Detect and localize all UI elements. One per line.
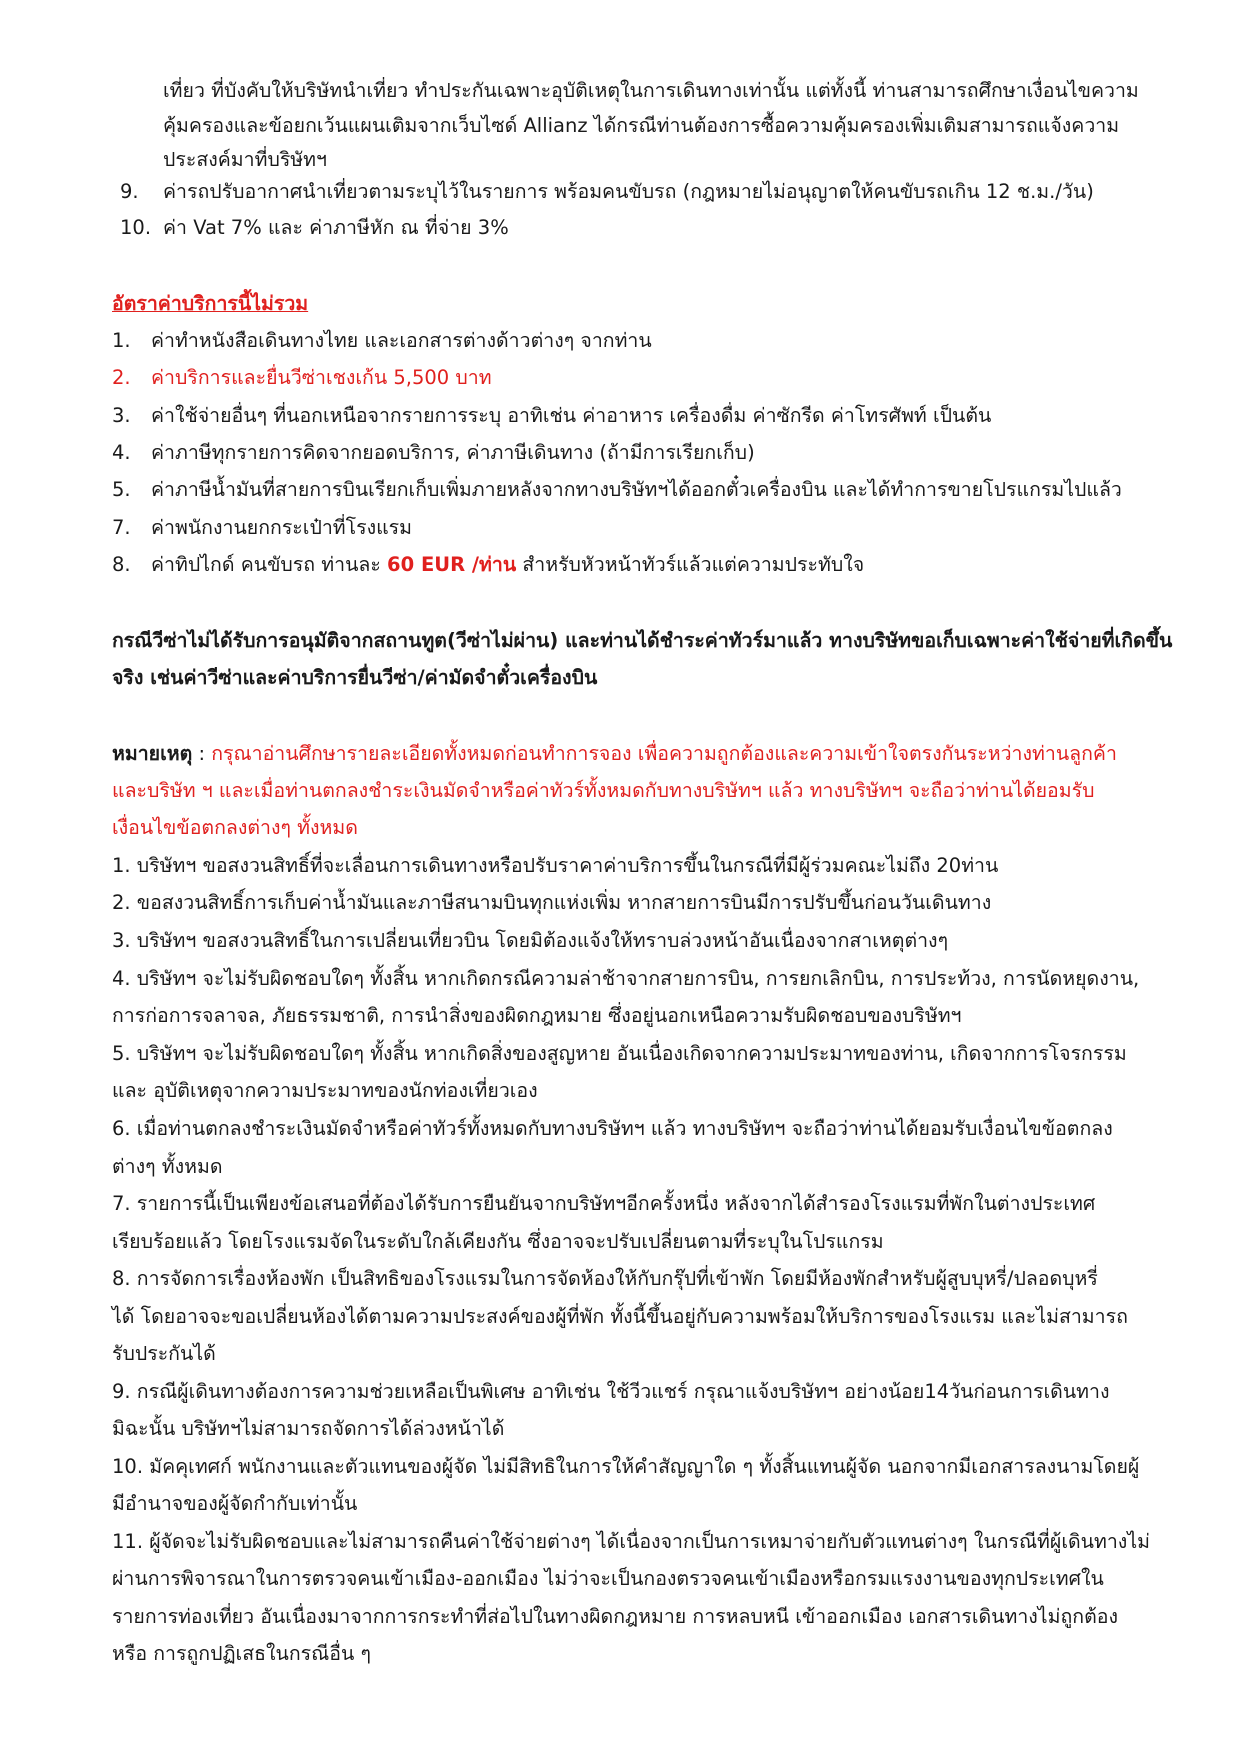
remark-line: มีอำนาจของผู้จัดกำกับเท่านั้น [112,1492,358,1515]
included-continuation-line: เที่ยว ที่บังคับให้บริษัทนำเที่ยว ทำประกันเฉพาะอุบัติเหตุในการเดินทางเท่านั้น แต่ทั้งนี้ ท่านสามารถศึกษาเงื่อนไขความ [163,79,1139,102]
included-item-text: ค่า Vat 7% และ ค่าภาษีหัก ณ ที่จ่าย 3% [163,216,509,239]
remark-line: ได้ โดยอาจจะขอเปลี่ยนห้องได้ตามความประสงค์ของผู้ที่พัก ทั้งนี้ขึ้นอยู่กับความพร้อมให้บริการของโรงแรม และไม่สามารถ [112,1305,1128,1328]
excluded-item-number: 3. [112,404,131,427]
remark-line: ผ่านการพิจารณาในการตรวจคนเข้าเมือง-ออกเมือง ไม่ว่าจะเป็นกองตรวจคนเข้าเมืองหรือกรมแรงงานของทุกประเทศใน [112,1567,1104,1590]
remark-line: 5. บริษัทฯ จะไม่รับผิดชอบใดๆ ทั้งสิ้น หากเกิดสิ่งของสูญหาย อันเนื่องเกิดจากความประมาทของท่าน, เกิดจากการโจรกรรม [112,1042,1127,1065]
remarks-label: หมายเหตุ [112,742,193,765]
excluded-item-text: ค่าภาษีทุกรายการคิดจากยอดบริการ, ค่าภาษีเดินทาง (ถ้ามีการเรียกเก็บ) [151,441,755,464]
visa-notice-line: จริง เช่นค่าวีซ่าและค่าบริการยื่นวีซ่า/ค่ามัดจำตั๋วเครื่องบิน [112,666,598,689]
included-continuation-line: ประสงค์มาที่บริษัทฯ [163,148,327,171]
remark-line: การก่อการจลาจล, ภัยธรรมชาติ, การนำสิ่งของผิดกฎหมาย ซึ่งอยู่นอกเหนือความรับผิดชอบของบริษัทฯ [112,1004,962,1027]
included-continuation-line: คุ้มครองและข้อยกเว้นแผนเติมจากเว็บไซด์ Allianz ได้กรณีท่านต้องการซื้อความคุ้มครองเพิ่มเติมสามารถแจ้งความ [163,114,1120,137]
remark-line: รายการท่องเที่ยว อันเนื่องมาจากการกระทำที่ส่อไปในทางผิดกฎหมาย การหลบหนี เข้าออกเมือง เอกสารเดินทางไม่ถูกต้อง [112,1605,1118,1628]
remark-line: 7. รายการนี้เป็นเพียงข้อเสนอที่ต้องได้รับการยืนยันจากบริษัทฯอีกครั้งหนึ่ง หลังจากได้สำรองโรงแรมที่พักในต่างประเทศ [112,1192,1096,1215]
remark-line: รับประกันได้ [112,1342,216,1365]
remark-line: เรียบร้อยแล้ว โดยโรงแรมจัดในระดับใกล้เคียงกัน ซึ่งอาจจะปรับเปลี่ยนตามที่ระบุในโปรแกรม [112,1230,884,1253]
remark-line: 1. บริษัทฯ ขอสงวนสิทธิ์ที่จะเลื่อนการเดินทางหรือปรับราคาค่าบริการขึ้นในกรณีที่มีผู้ร่วมคณะไม่ถึง 20ท่าน [112,854,999,877]
excluded-item-text: ค่าพนักงานยกกระเป๋าที่โรงแรม [151,516,412,539]
excluded-item-number: 2. [112,366,131,389]
remarks-warning-line: และบริษัท ฯ และเมื่อท่านตกลงชำระเงินมัดจำหรือค่าทัวร์ทั้งหมดกับทางบริษัทฯ แล้ว ทางบริษัทฯ จะถือว่าท่านได้ยอมรับ [112,779,1095,802]
remark-line: หรือ การถูกปฏิเสธในกรณีอื่น ๆ [112,1642,371,1665]
included-item-number: 10. [120,216,152,239]
excluded-item-number: 1. [112,329,131,352]
excluded-item-tip [151,546,864,583]
remark-line: 8. การจัดการเรื่องห้องพัก เป็นสิทธิของโรงแรมในการจัดห้องให้กับกรุ๊ปที่เข้าพัก โดยมีห้องพักสำหรับผู้สูบบุหรี่/ปลอดบุหรี่ [112,1267,1098,1290]
remark-line: ต่างๆ ทั้งหมด [112,1155,223,1178]
visa-notice-line: กรณีวีซ่าไม่ได้รับการอนุมัติจากสถานทูต(วีซ่าไม่ผ่าน) และท่านได้ชำระค่าทัวร์มาแล้ว ทางบริษัทขอเก็บเฉพาะค่าใช้จ่ายที่เกิดขึ้น [112,629,1173,652]
remark-line: 9. กรณีผู้เดินทางต้องการความช่วยเหลือเป็นพิเศษ อาทิเช่น ใช้วีวแชร์ กรุณาแจ้งบริษัทฯ อย่างน้อย14วันก่อนการเดินทาง [112,1380,1110,1403]
included-item-number: 9. [120,180,139,203]
remark-line: 4. บริษัทฯ จะไม่รับผิดชอบใดๆ ทั้งสิ้น หากเกิดกรณีความล่าช้าจากสายการบิน, การยกเลิกบิน, การประท้วง, การนัดหยุดงาน, [112,967,1140,990]
excluded-item-text: ค่าใช้จ่ายอื่นๆ ที่นอกเหนือจากรายการระบุ อาทิเช่น ค่าอาหาร เครื่องดื่ม ค่าซักรีด ค่าโทรศัพท์ เป็นต้น [151,404,992,427]
remark-line: มิฉะนั้น บริษัทฯไม่สามารถจัดการได้ล่วงหน้าได้ [112,1417,505,1440]
excluded-item-number: 4. [112,441,131,464]
tip-amount: 60 EUR /ท่าน [387,553,517,576]
remark-line: 6. เมื่อท่านตกลงชำระเงินมัดจำหรือค่าทัวร์ทั้งหมดกับทางบริษัทฯ แล้ว ทางบริษัทฯ จะถือว่าท่านได้ยอมรับเงื่อนไขข้อตกลง [112,1117,1113,1140]
remark-line: 10. มัคคุเทศก์ พนักงานและตัวแทนของผู้จัด ไม่มีสิทธิในการให้คำสัญญาใด ๆ ทั้งสิ้นแทนผู้จัด นอกจากมีเอกสารลงนามโดยผู้ [112,1455,1140,1478]
excluded-item-text: ค่าทำหนังสือเดินทางไทย และเอกสารต่างด้าวต่างๆ จากท่าน [151,329,652,352]
remarks-intro [112,735,1117,772]
included-item-text: ค่ารถปรับอากาศนำเที่ยวตามระบุไว้ในรายการ พร้อมคนขับรถ (กฎหมายไม่อนุญาตให้คนขับรถเกิน 12 ช.ม./วัน) [163,180,1094,203]
excluded-item-number: 5. [112,478,131,501]
remark-line: และ อุบัติเหตุจากความประมาทของนักท่องเที่ยวเอง [112,1079,538,1102]
tip-text-post: สำหรับหัวหน้าทัวร์แล้วแต่ความประทับใจ [516,553,865,576]
excluded-item-text: ค่าภาษีน้ำมันที่สายการบินเรียกเก็บเพิ่มภายหลังจากทางบริษัทฯได้ออกตั๋วเครื่องบิน และได้ทำการขายโปรแกรมไปแล้ว [151,478,1122,501]
excluded-item-number: 7. [112,516,131,539]
remark-line: 11. ผู้จัดจะไม่รับผิดชอบและไม่สามารถคืนค่าใช้จ่ายต่างๆ ได้เนื่องจากเป็นการเหมาจ่ายกับตัวแทนต่างๆ ในกรณีที่ผู้เดินทางไม่ [112,1530,1150,1553]
remarks-warning-line: เงื่อนไขข้อตกลงต่างๆ ทั้งหมด [112,816,358,839]
excluded-item-number: 8. [112,553,131,576]
excluded-item-text: ค่าบริการและยื่นวีซ่าเชงเก้น 5,500 บาท [151,366,492,389]
tip-text-pre: ค่าทิปไกด์ คนขับรถ ท่านละ [151,553,388,576]
remarks-separator: : [192,742,212,765]
remark-line: 2. ขอสงวนสิทธิ์การเก็บค่าน้ำมันและภาษีสนามบินทุกแห่งเพิ่ม หากสายการบินมีการปรับขึ้นก่อนวันเดินทาง [112,891,992,914]
excluded-heading: อัตราค่าบริการนี้ไม่รวม [112,292,309,315]
remarks-warning: กรุณาอ่านศึกษารายละเอียดทั้งหมดก่อนทำการจอง เพื่อความถูกต้องและความเข้าใจตรงกันระหว่างท่านลูกค้า [211,742,1117,765]
remark-line: 3. บริษัทฯ ขอสงวนสิทธิ์ในการเปลี่ยนเที่ยวบิน โดยมิต้องแจ้งให้ทราบล่วงหน้าอันเนื่องจากสาเหตุต่างๆ [112,929,949,952]
